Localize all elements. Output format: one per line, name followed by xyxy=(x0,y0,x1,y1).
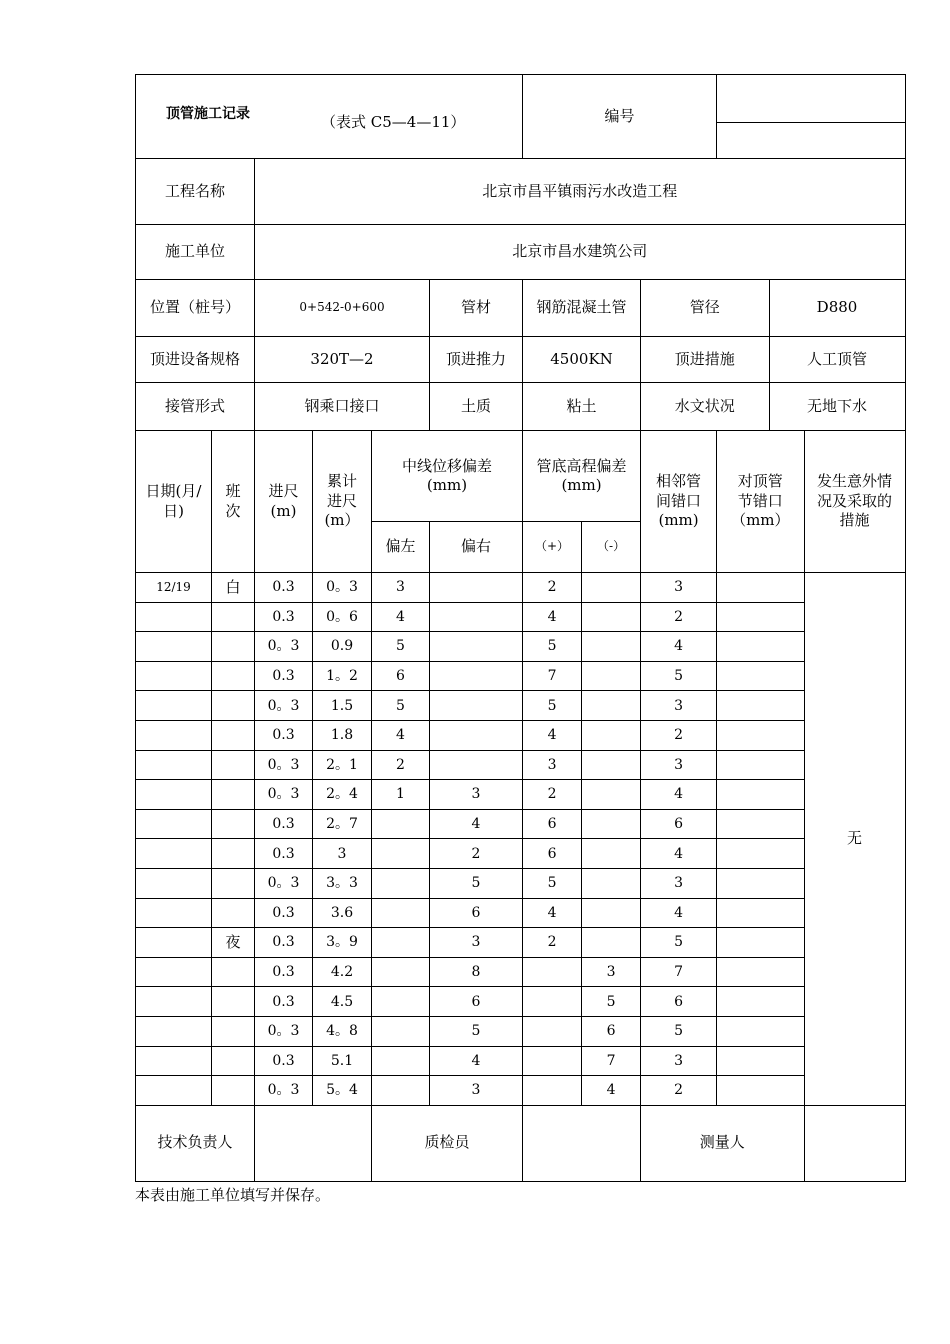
col-date: 日期(月/日) xyxy=(136,431,212,573)
cell-jacking[interactable] xyxy=(717,1046,804,1076)
cell-right[interactable]: 5 xyxy=(430,1016,523,1046)
table-row xyxy=(136,1016,906,1046)
cell-date[interactable] xyxy=(136,1046,212,1076)
position-label: 位置（桩号） xyxy=(136,280,255,337)
cell-advance[interactable]: 0.3 xyxy=(255,602,313,632)
cell-right[interactable] xyxy=(430,720,523,750)
cell-shift[interactable] xyxy=(212,957,255,987)
col-right: 偏右 xyxy=(430,522,523,573)
cell-adjacent[interactable]: 2 xyxy=(641,1076,717,1106)
cell-cumulative[interactable]: 0.9 xyxy=(313,632,372,662)
cell-advance[interactable]: 0。3 xyxy=(255,1016,313,1046)
cell-advance[interactable]: 0。3 xyxy=(255,750,313,780)
cell-minus[interactable]: 3 xyxy=(582,957,641,987)
cell-left[interactable]: 2 xyxy=(372,750,430,780)
cell-plus[interactable]: 5 xyxy=(523,632,582,662)
cell-adjacent[interactable]: 5 xyxy=(641,661,717,691)
cell-date[interactable] xyxy=(136,1016,212,1046)
col-incident: 发生意外情况及采取的措施 xyxy=(804,431,905,573)
cell-plus[interactable]: 5 xyxy=(523,868,582,898)
cell-minus[interactable] xyxy=(582,839,641,869)
cell-advance[interactable]: 0.3 xyxy=(255,720,313,750)
cell-right[interactable]: 2 xyxy=(430,839,523,869)
cell-left[interactable]: 6 xyxy=(372,661,430,691)
cell-plus[interactable]: 2 xyxy=(523,780,582,810)
diameter-label: 管径 xyxy=(641,280,769,337)
cell-advance[interactable]: 0。3 xyxy=(255,1076,313,1106)
table-row xyxy=(136,720,906,750)
cell-right[interactable]: 4 xyxy=(430,1046,523,1076)
cell-right[interactable]: 3 xyxy=(430,1076,523,1106)
cell-minus[interactable]: 6 xyxy=(582,1016,641,1046)
cell-adjacent[interactable]: 2 xyxy=(641,602,717,632)
tech-lead-signature[interactable] xyxy=(255,1105,372,1181)
table-row xyxy=(136,602,906,632)
cell-minus[interactable] xyxy=(582,720,641,750)
footnote: 本表由施工单位填写并保存。 xyxy=(135,1186,331,1204)
cell-left[interactable] xyxy=(372,898,430,928)
cell-minus[interactable] xyxy=(582,573,641,603)
table-row xyxy=(136,957,906,987)
cell-date[interactable] xyxy=(136,720,212,750)
cell-cumulative[interactable]: 5.1 xyxy=(313,1046,372,1076)
table-row xyxy=(136,809,906,839)
unit-label: 施工单位 xyxy=(136,225,255,280)
joint-label: 接管形式 xyxy=(136,383,255,431)
cell-plus[interactable] xyxy=(523,1016,582,1046)
cell-jacking[interactable] xyxy=(717,1076,804,1106)
serial-value-cell[interactable] xyxy=(717,75,905,159)
cell-date[interactable] xyxy=(136,957,212,987)
cell-advance[interactable]: 0.3 xyxy=(255,809,313,839)
unit-value[interactable]: 北京市昌水建筑公司 xyxy=(255,225,906,280)
cell-jacking[interactable] xyxy=(717,957,804,987)
cell-adjacent[interactable]: 4 xyxy=(641,898,717,928)
cell-adjacent[interactable]: 5 xyxy=(641,928,717,958)
joint-value[interactable]: 钢乘口接口 xyxy=(255,383,430,431)
qc-signature[interactable] xyxy=(523,1105,641,1181)
cell-advance[interactable]: 0。3 xyxy=(255,780,313,810)
cell-minus[interactable] xyxy=(582,750,641,780)
cell-shift[interactable] xyxy=(212,720,255,750)
project-value[interactable]: 北京市昌平镇雨污水改造工程 xyxy=(255,159,906,225)
cell-date[interactable] xyxy=(136,750,212,780)
cell-cumulative[interactable]: 4.5 xyxy=(313,987,372,1017)
measure-value[interactable]: 人工顶管 xyxy=(769,337,905,383)
diameter-value[interactable]: D880 xyxy=(769,280,905,337)
table-row xyxy=(136,573,906,603)
cell-adjacent[interactable]: 2 xyxy=(641,720,717,750)
title-cell xyxy=(136,75,523,159)
cell-plus[interactable]: 4 xyxy=(523,898,582,928)
cell-date[interactable] xyxy=(136,602,212,632)
cell-plus[interactable]: 4 xyxy=(523,720,582,750)
col-adjacent: 相邻管间错口(mm) xyxy=(641,431,717,573)
cell-shift[interactable] xyxy=(212,661,255,691)
cell-jacking[interactable] xyxy=(717,809,804,839)
cell-minus[interactable] xyxy=(582,632,641,662)
measure-label: 顶进措施 xyxy=(641,337,769,383)
cell-shift[interactable] xyxy=(212,987,255,1017)
cell-jacking[interactable] xyxy=(717,1016,804,1046)
cell-minus[interactable] xyxy=(582,691,641,721)
cell-left[interactable]: 4 xyxy=(372,720,430,750)
col-jacking: 对顶管节错口（mm） xyxy=(717,431,804,573)
cell-cumulative[interactable]: 5。4 xyxy=(313,1076,372,1106)
cell-adjacent[interactable]: 5 xyxy=(641,1016,717,1046)
hydro-label: 水文状况 xyxy=(641,383,769,431)
cell-cumulative[interactable]: 1.8 xyxy=(313,720,372,750)
cell-cumulative[interactable]: 2。1 xyxy=(313,750,372,780)
cell-adjacent[interactable]: 3 xyxy=(641,1046,717,1076)
cell-left[interactable] xyxy=(372,1016,430,1046)
cell-adjacent[interactable]: 4 xyxy=(641,839,717,869)
cell-plus[interactable]: 3 xyxy=(523,750,582,780)
cell-right[interactable] xyxy=(430,573,523,603)
col-elevation: 管底高程偏差(mm) xyxy=(523,431,641,522)
cell-minus[interactable] xyxy=(582,780,641,810)
cell-date[interactable] xyxy=(136,691,212,721)
cell-date[interactable] xyxy=(136,987,212,1017)
thrust-label: 顶进推力 xyxy=(430,337,523,383)
cell-minus[interactable] xyxy=(582,661,641,691)
cell-shift[interactable] xyxy=(212,898,255,928)
cell-plus[interactable]: 4 xyxy=(523,602,582,632)
cell-jacking[interactable] xyxy=(717,898,804,928)
cell-jacking[interactable] xyxy=(717,987,804,1017)
cell-right[interactable]: 4 xyxy=(430,809,523,839)
surveyor-signature[interactable] xyxy=(804,1105,905,1181)
col-plus: （+） xyxy=(523,522,582,573)
cell-adjacent[interactable]: 6 xyxy=(641,987,717,1017)
hydro-value[interactable]: 无地下水 xyxy=(769,383,905,431)
cell-cumulative[interactable]: 3 xyxy=(313,839,372,869)
cell-jacking[interactable] xyxy=(717,928,804,958)
cell-date[interactable] xyxy=(136,632,212,662)
cell-shift[interactable] xyxy=(212,691,255,721)
cell-minus[interactable] xyxy=(582,809,641,839)
cell-advance[interactable]: 0.3 xyxy=(255,661,313,691)
cell-plus[interactable]: 2 xyxy=(523,573,582,603)
cell-left[interactable]: 5 xyxy=(372,691,430,721)
thrust-value[interactable]: 4500KN xyxy=(523,337,641,383)
soil-label: 土质 xyxy=(430,383,523,431)
cell-adjacent[interactable]: 4 xyxy=(641,632,717,662)
cell-jacking[interactable] xyxy=(717,691,804,721)
cell-shift[interactable] xyxy=(212,780,255,810)
col-shift: 班次 xyxy=(212,431,255,573)
cell-left[interactable] xyxy=(372,1076,430,1106)
cell-right[interactable]: 8 xyxy=(430,957,523,987)
cell-shift[interactable] xyxy=(212,1046,255,1076)
page-title: 顶管施工记录 xyxy=(166,106,250,122)
cell-cumulative[interactable]: 3。3 xyxy=(313,868,372,898)
cell-jacking[interactable] xyxy=(717,661,804,691)
surveyor-label: 测量人 xyxy=(641,1105,804,1181)
cell-jacking[interactable] xyxy=(717,720,804,750)
cell-left[interactable] xyxy=(372,868,430,898)
col-cumulative: 累计进尺(m） xyxy=(313,431,372,573)
cell-right[interactable] xyxy=(430,661,523,691)
cell-advance[interactable]: 0.3 xyxy=(255,898,313,928)
cell-adjacent[interactable]: 3 xyxy=(641,750,717,780)
table-row xyxy=(136,928,906,958)
cell-left[interactable]: 3 xyxy=(372,573,430,603)
equipment-label: 顶进设备规格 xyxy=(136,337,255,383)
cell-adjacent[interactable]: 3 xyxy=(641,691,717,721)
cell-left[interactable]: 5 xyxy=(372,632,430,662)
serial-label: 编号 xyxy=(523,75,717,159)
cell-jacking[interactable] xyxy=(717,602,804,632)
cell-advance[interactable]: 0.3 xyxy=(255,987,313,1017)
cell-left[interactable]: 1 xyxy=(372,780,430,810)
table-row xyxy=(136,1076,906,1106)
cell-shift[interactable] xyxy=(212,602,255,632)
cell-right[interactable]: 5 xyxy=(430,868,523,898)
col-centerline: 中线位移偏差(mm) xyxy=(372,431,523,522)
cell-date[interactable] xyxy=(136,868,212,898)
cell-date[interactable] xyxy=(136,928,212,958)
cell-cumulative[interactable]: 0。6 xyxy=(313,602,372,632)
cell-plus[interactable] xyxy=(523,1076,582,1106)
cell-left[interactable]: 4 xyxy=(372,602,430,632)
table-row xyxy=(136,632,906,662)
cell-shift[interactable]: 夜 xyxy=(212,928,255,958)
cell-date[interactable] xyxy=(136,1076,212,1106)
cell-left[interactable] xyxy=(372,1046,430,1076)
cell-adjacent[interactable]: 3 xyxy=(641,868,717,898)
cell-advance[interactable]: 0.3 xyxy=(255,957,313,987)
cell-minus[interactable]: 7 xyxy=(582,1046,641,1076)
cell-advance[interactable]: 0.3 xyxy=(255,573,313,603)
cell-cumulative[interactable]: 3。9 xyxy=(313,928,372,958)
table-row xyxy=(136,1046,906,1076)
cell-advance[interactable]: 0。3 xyxy=(255,632,313,662)
cell-plus[interactable]: 6 xyxy=(523,809,582,839)
cell-jacking[interactable] xyxy=(717,868,804,898)
incident-value[interactable]: 无 xyxy=(804,573,905,1106)
cell-date[interactable]: 12/19 xyxy=(136,573,212,603)
cell-advance[interactable]: 0.3 xyxy=(255,839,313,869)
table-row xyxy=(136,780,906,810)
cell-cumulative[interactable]: 1.5 xyxy=(313,691,372,721)
cell-shift[interactable] xyxy=(212,1076,255,1106)
cell-plus[interactable] xyxy=(523,957,582,987)
table-row xyxy=(136,868,906,898)
equipment-value[interactable]: 320T—2 xyxy=(255,337,430,383)
cell-date[interactable] xyxy=(136,839,212,869)
table-row xyxy=(136,987,906,1017)
cell-jacking[interactable] xyxy=(717,780,804,810)
cell-date[interactable] xyxy=(136,780,212,810)
cell-advance[interactable]: 0.3 xyxy=(255,1046,313,1076)
form-number: （表式 C5—4—11） xyxy=(321,113,466,131)
cell-adjacent[interactable]: 3 xyxy=(641,573,717,603)
cell-minus[interactable] xyxy=(582,868,641,898)
soil-value[interactable]: 粘土 xyxy=(523,383,641,431)
cell-cumulative[interactable]: 2。4 xyxy=(313,780,372,810)
col-advance: 进尺(m) xyxy=(255,431,313,573)
cell-date[interactable] xyxy=(136,898,212,928)
cell-right[interactable] xyxy=(430,691,523,721)
cell-advance[interactable]: 0。3 xyxy=(255,691,313,721)
cell-left[interactable] xyxy=(372,928,430,958)
cell-plus[interactable]: 6 xyxy=(523,839,582,869)
cell-advance[interactable]: 0.3 xyxy=(255,928,313,958)
cell-jacking[interactable] xyxy=(717,632,804,662)
cell-adjacent[interactable]: 4 xyxy=(641,780,717,810)
position-value[interactable]: 0+542-0+600 xyxy=(255,280,430,337)
cell-jacking[interactable] xyxy=(717,573,804,603)
cell-minus[interactable]: 4 xyxy=(582,1076,641,1106)
cell-shift[interactable] xyxy=(212,750,255,780)
cell-plus[interactable] xyxy=(523,1046,582,1076)
material-value[interactable]: 钢筋混凝土管 xyxy=(523,280,641,337)
cell-right[interactable] xyxy=(430,602,523,632)
cell-cumulative[interactable]: 2。7 xyxy=(313,809,372,839)
cell-plus[interactable] xyxy=(523,987,582,1017)
cell-cumulative[interactable]: 4。8 xyxy=(313,1016,372,1046)
cell-minus[interactable] xyxy=(582,898,641,928)
cell-shift[interactable] xyxy=(212,809,255,839)
cell-cumulative[interactable]: 1。2 xyxy=(313,661,372,691)
cell-left[interactable] xyxy=(372,839,430,869)
material-label: 管材 xyxy=(430,280,523,337)
cell-right[interactable]: 3 xyxy=(430,780,523,810)
cell-right[interactable]: 3 xyxy=(430,928,523,958)
qc-label: 质检员 xyxy=(372,1105,523,1181)
cell-minus[interactable]: 5 xyxy=(582,987,641,1017)
cell-plus[interactable]: 7 xyxy=(523,661,582,691)
cell-left[interactable] xyxy=(372,987,430,1017)
cell-adjacent[interactable]: 7 xyxy=(641,957,717,987)
table-row xyxy=(136,661,906,691)
cell-shift[interactable] xyxy=(212,1016,255,1046)
cell-minus[interactable] xyxy=(582,928,641,958)
cell-right[interactable] xyxy=(430,632,523,662)
cell-cumulative[interactable]: 0。3 xyxy=(313,573,372,603)
cell-left[interactable] xyxy=(372,809,430,839)
col-left: 偏左 xyxy=(372,522,430,573)
cell-shift[interactable] xyxy=(212,868,255,898)
construction-record-table xyxy=(135,74,906,1182)
cell-plus[interactable]: 2 xyxy=(523,928,582,958)
cell-cumulative[interactable]: 3.6 xyxy=(313,898,372,928)
cell-shift[interactable] xyxy=(212,632,255,662)
tech-lead-label: 技术负责人 xyxy=(136,1105,255,1181)
cell-right[interactable]: 6 xyxy=(430,987,523,1017)
cell-shift[interactable] xyxy=(212,839,255,869)
cell-adjacent[interactable]: 6 xyxy=(641,809,717,839)
cell-date[interactable] xyxy=(136,661,212,691)
cell-advance[interactable]: 0。3 xyxy=(255,868,313,898)
table-row xyxy=(136,691,906,721)
col-minus: （-） xyxy=(582,522,641,573)
cell-left[interactable] xyxy=(372,957,430,987)
cell-jacking[interactable] xyxy=(717,750,804,780)
cell-right[interactable] xyxy=(430,750,523,780)
cell-right[interactable]: 6 xyxy=(430,898,523,928)
cell-minus[interactable] xyxy=(582,602,641,632)
table-row xyxy=(136,839,906,869)
cell-plus[interactable]: 5 xyxy=(523,691,582,721)
cell-date[interactable] xyxy=(136,809,212,839)
serial-value-top[interactable] xyxy=(717,75,904,123)
table-row xyxy=(136,898,906,928)
cell-cumulative[interactable]: 4.2 xyxy=(313,957,372,987)
table-row xyxy=(136,750,906,780)
cell-jacking[interactable] xyxy=(717,839,804,869)
cell-shift[interactable]: 白 xyxy=(212,573,255,603)
project-label: 工程名称 xyxy=(136,159,255,225)
